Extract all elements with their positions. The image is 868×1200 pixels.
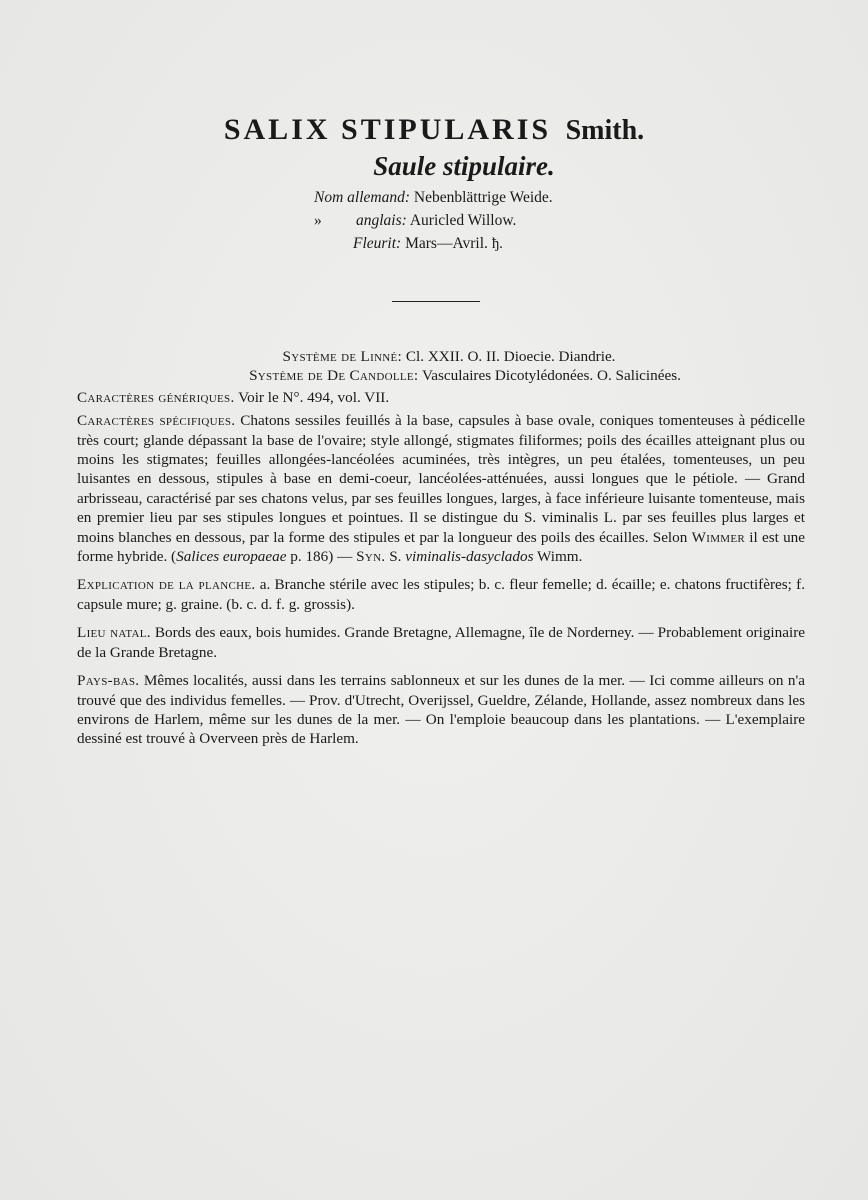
specific-text-2: il est une forme hybride. (	[77, 528, 806, 566]
paysbas-label: Pays-bas.	[77, 672, 140, 690]
syn-label: Syn.	[356, 548, 386, 566]
wimmer-name: Wimmer	[691, 528, 746, 546]
syn-italic: viminalis-dasyclados	[405, 548, 534, 566]
plate-explanation	[77, 575, 805, 614]
flowering-row	[314, 232, 553, 256]
linne-value: Cl. XXII. O. II. Dioecie. Diandrie.	[405, 348, 616, 365]
generic-text: Voir le N°. 494, vol. VII.	[238, 388, 390, 406]
netherlands-distribution	[77, 671, 805, 749]
linne-label: Système de Linné:	[282, 348, 403, 365]
paysbas-text: Mêmes localités, aussi dans les terrains sablonneux et sur les dunes de la mer. — Ici comme ailleurs on n'a trouvé que des individus femelles. — Prov. d'Utrecht, Overijssel, Gueldre, Zélande, Hollande, assez nombreux dans les environs de Harlem, même sur les dunes de la mer. — On l'emploie beaucoup dans les plantations. — L'exemplaire dessiné est trouvé à Overveen près de Harlem.	[77, 672, 805, 748]
explication-label: Explication de la planche.	[77, 576, 256, 594]
linne-system	[93, 347, 805, 366]
syn-end: Wimm.	[537, 548, 583, 566]
description-body	[77, 347, 805, 758]
syn-text: S.	[389, 548, 402, 566]
native-habitat	[77, 623, 805, 662]
english-value: Auricled Willow.	[409, 212, 517, 229]
german-value: Nebenblättrige Weide.	[413, 189, 553, 206]
candolle-label: Système de De Candolle:	[249, 367, 419, 385]
specific-text: Chatons sessiles feuillés à la base, capsules à base ovale, coniques tomenteuses à pédicelle très court; glande dépassant la base de l'ovaire; style allongé, stigmates filiformes; poils des écailles atteignant plus ou moins les stigmates; feuilles allongées-lancéolées acuminées, très intègres, un peu étalées, tomenteuses, un peu luisantes en dessous, stipules à base en demi-coeur, lancéolées-atténuées, aussi longues que le pétiole. — Grand arbrisseau, caractérisé par ses chatons velus, par ses feuilles longues, larges, à face inférieure luisante tomenteuse, mais en premier lieu par ses stipules longues et pointues. Il se distingue du S. viminalis L. par ses feuilles plus larges et moins blanches en dessous, par la forme des stipules et par la longueur des poils des écailles. Selon	[77, 412, 806, 546]
title-block	[0, 112, 868, 183]
shrub-symbol: ђ.	[491, 236, 503, 252]
explication-text: a. Branche stérile avec les stipules; b. c. fleur femelle; d. écaille; e. chatons fructifères; f. capsule mure; g. graine. (b. c. d. f. g. grossis).	[77, 576, 805, 613]
german-name-row	[314, 186, 553, 209]
lieu-text: Bords des eaux, bois humides. Grande Bretagne, Allemagne, île de Norderney. — Probablement originaire de la Grande Bretagne.	[77, 624, 806, 661]
french-name: Saule stipulaire.	[373, 151, 555, 181]
specific-label: Caractères spécifiques.	[77, 412, 236, 430]
german-label: Nom allemand:	[314, 189, 411, 206]
english-label: anglais:	[356, 212, 407, 229]
english-name-row	[314, 209, 553, 232]
divider-rule	[392, 301, 480, 302]
lieu-label: Lieu natal.	[77, 624, 151, 642]
salices-title: Salices europaeae	[176, 548, 287, 566]
author-name: Smith.	[565, 115, 645, 146]
candolle-system	[125, 366, 805, 385]
generic-characters	[77, 388, 805, 407]
latin-name: SALIX STIPULARIS	[223, 113, 552, 146]
generic-label: Caractères génériques.	[77, 388, 235, 406]
flowering-value: Mars—Avril.	[405, 235, 488, 252]
flowering-label: Fleurit:	[353, 235, 402, 252]
species-title	[0, 112, 868, 149]
specific-characters	[77, 411, 805, 566]
common-names	[314, 186, 553, 256]
specific-text-3: p. 186) —	[290, 548, 353, 566]
ditto-mark: »	[314, 212, 322, 229]
candolle-value: Vasculaires Dicotylédonées. O. Salicinées.	[421, 367, 681, 385]
